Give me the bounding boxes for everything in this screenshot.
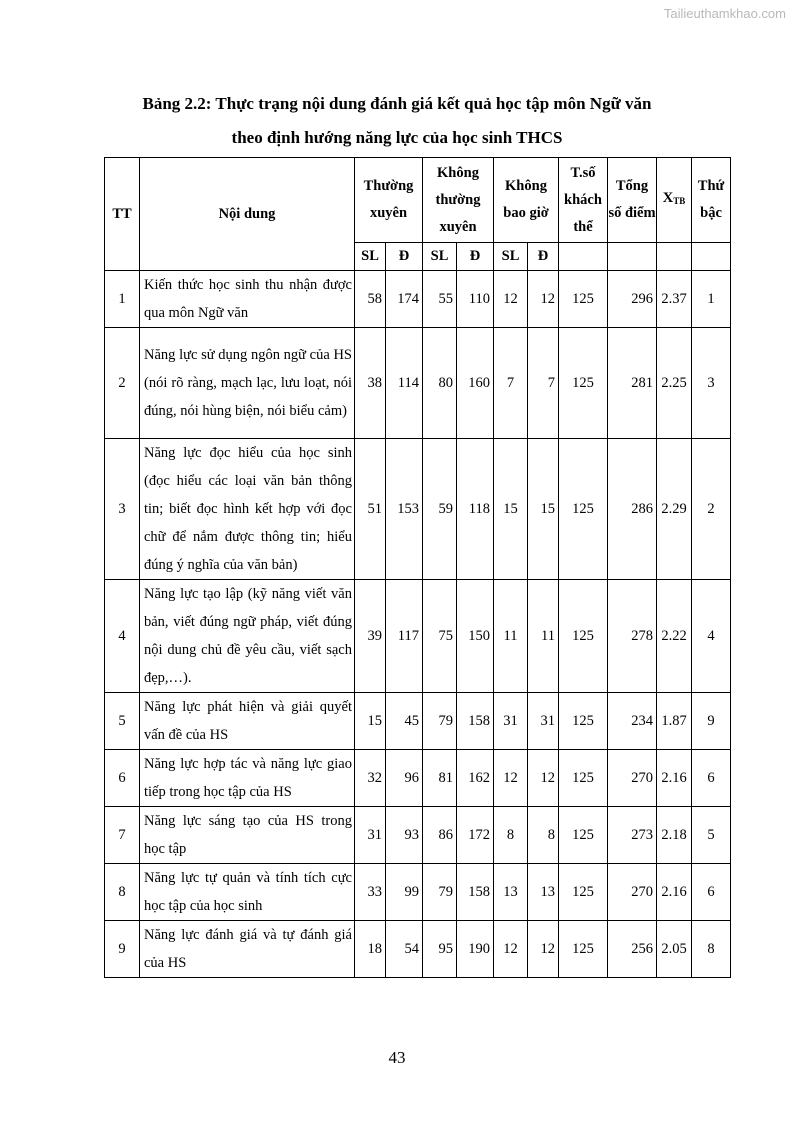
cell-rank: 4: [692, 580, 731, 693]
cell-tx-sl: 18: [355, 921, 386, 978]
subheader-empty: [692, 243, 731, 271]
cell-content: Năng lực đánh giá và tự đánh giá của HS: [140, 921, 355, 978]
header-khong-bao-gio: Không bao giờ: [494, 158, 559, 243]
cell-rank: 6: [692, 864, 731, 921]
cell-tt: 2: [105, 328, 140, 439]
cell-tso: 125: [559, 921, 608, 978]
table-row: [105, 864, 731, 921]
subheader-sl: SL: [494, 243, 528, 271]
cell-tx-sl: 38: [355, 328, 386, 439]
subheader-sl: SL: [355, 243, 386, 271]
cell-tx-d: 153: [386, 439, 423, 580]
cell-tt: 7: [105, 807, 140, 864]
cell-kbg-sl: 8: [494, 807, 528, 864]
cell-ktx-sl: 86: [423, 807, 457, 864]
header-noi-dung: Nội dung: [140, 158, 355, 271]
cell-tong: 281: [608, 328, 657, 439]
table-row: [105, 693, 731, 750]
cell-tong: 278: [608, 580, 657, 693]
cell-tso: 125: [559, 271, 608, 328]
table-title-line-2: theo định hướng năng lực của học sinh THCS: [231, 128, 563, 147]
subheader-d: Đ: [386, 243, 423, 271]
table-title-line-1: Bảng 2.2: Thực trạng nội dung đánh giá kết quả học tập môn Ngữ văn: [142, 94, 652, 113]
cell-tx-d: 174: [386, 271, 423, 328]
cell-tx-sl: 32: [355, 750, 386, 807]
cell-tx-d: 93: [386, 807, 423, 864]
cell-content: Năng lực hợp tác và năng lực giao tiếp trong học tập của HS: [140, 750, 355, 807]
cell-tx-d: 117: [386, 580, 423, 693]
cell-xtb: 1.87: [657, 693, 692, 750]
assessment-table: [104, 157, 731, 978]
cell-tx-d: 114: [386, 328, 423, 439]
cell-rank: 8: [692, 921, 731, 978]
cell-tt: 4: [105, 580, 140, 693]
cell-tx-d: 96: [386, 750, 423, 807]
cell-tso: 125: [559, 439, 608, 580]
cell-ktx-d: 162: [457, 750, 494, 807]
cell-xtb: 2.18: [657, 807, 692, 864]
cell-tx-sl: 31: [355, 807, 386, 864]
cell-tt: 1: [105, 271, 140, 328]
cell-tong: 273: [608, 807, 657, 864]
cell-tt: 8: [105, 864, 140, 921]
cell-tong: 234: [608, 693, 657, 750]
cell-tong: 270: [608, 864, 657, 921]
cell-tt: 3: [105, 439, 140, 580]
cell-tso: 125: [559, 580, 608, 693]
cell-content: Năng lực đọc hiểu của học sinh (đọc hiểu các loại văn bản thông tin; biết đọc hình kết hợp với đọc chữ để nắm được thông tin; hiểu đúng ý nghĩa của văn bản): [140, 439, 355, 580]
subheader-d: Đ: [457, 243, 494, 271]
cell-ktx-sl: 79: [423, 693, 457, 750]
cell-kbg-sl: 12: [494, 750, 528, 807]
cell-ktx-d: 190: [457, 921, 494, 978]
cell-kbg-sl: 12: [494, 921, 528, 978]
cell-tt: 9: [105, 921, 140, 978]
cell-kbg-d: 12: [528, 271, 559, 328]
cell-ktx-d: 158: [457, 864, 494, 921]
cell-rank: 9: [692, 693, 731, 750]
cell-rank: 3: [692, 328, 731, 439]
cell-tso: 125: [559, 693, 608, 750]
cell-ktx-sl: 95: [423, 921, 457, 978]
cell-content: Năng lực phát hiện và giải quyết vấn đề của HS: [140, 693, 355, 750]
header-tong-so-diem: Tổng số điểm: [608, 158, 657, 243]
cell-content: Năng lực tự quản và tính tích cực học tập của học sinh: [140, 864, 355, 921]
cell-rank: 1: [692, 271, 731, 328]
cell-ktx-d: 158: [457, 693, 494, 750]
header-xtb: [657, 158, 692, 243]
cell-xtb: 2.16: [657, 864, 692, 921]
cell-tso: 125: [559, 328, 608, 439]
cell-kbg-d: 12: [528, 921, 559, 978]
cell-xtb: 2.37: [657, 271, 692, 328]
cell-ktx-sl: 59: [423, 439, 457, 580]
cell-tong: 256: [608, 921, 657, 978]
cell-rank: 5: [692, 807, 731, 864]
cell-tso: 125: [559, 864, 608, 921]
header-xtb-sub: TB: [673, 196, 686, 206]
cell-tx-sl: 39: [355, 580, 386, 693]
header-xtb-main: X: [662, 190, 674, 206]
cell-kbg-d: 8: [528, 807, 559, 864]
cell-content: Kiến thức học sinh thu nhận được qua môn Ngữ văn: [140, 271, 355, 328]
cell-tx-sl: 58: [355, 271, 386, 328]
cell-kbg-sl: 13: [494, 864, 528, 921]
table-row: [105, 750, 731, 807]
subheader-empty: [657, 243, 692, 271]
cell-tx-d: 45: [386, 693, 423, 750]
cell-tx-d: 99: [386, 864, 423, 921]
cell-xtb: 2.25: [657, 328, 692, 439]
cell-ktx-d: 110: [457, 271, 494, 328]
cell-ktx-d: 172: [457, 807, 494, 864]
cell-ktx-d: 150: [457, 580, 494, 693]
cell-rank: 2: [692, 439, 731, 580]
header-khong-thuong-xuyen: Không thường xuyên: [423, 158, 494, 243]
cell-content: Năng lực tạo lập (kỹ năng viết văn bản, viết đúng ngữ pháp, viết đúng nội dung chủ đề yêu cầu, viết sạch đẹp,…).: [140, 580, 355, 693]
watermark-text: Tailieuthamkhao.com: [663, 6, 786, 21]
subheader-sl: SL: [423, 243, 457, 271]
header-thuong-xuyen: Thường xuyên: [355, 158, 423, 243]
cell-ktx-d: 118: [457, 439, 494, 580]
cell-xtb: 2.29: [657, 439, 692, 580]
cell-content: Năng lực sáng tạo của HS trong học tập: [140, 807, 355, 864]
cell-kbg-d: 15: [528, 439, 559, 580]
cell-tong: 286: [608, 439, 657, 580]
cell-content: Năng lực sử dụng ngôn ngữ của HS (nói rõ ràng, mạch lạc, lưu loạt, nói đúng, nói hùng biện, nói biểu cảm): [140, 328, 355, 439]
cell-tx-sl: 15: [355, 693, 386, 750]
cell-tx-sl: 33: [355, 864, 386, 921]
table-row: [105, 439, 731, 580]
cell-tt: 5: [105, 693, 140, 750]
cell-tong: 296: [608, 271, 657, 328]
cell-xtb: 2.22: [657, 580, 692, 693]
page-number: 43: [388, 1048, 406, 1067]
header-tt: TT: [105, 158, 140, 271]
cell-ktx-sl: 80: [423, 328, 457, 439]
cell-kbg-d: 12: [528, 750, 559, 807]
cell-tso: 125: [559, 750, 608, 807]
table-row: [105, 271, 731, 328]
cell-kbg-d: 13: [528, 864, 559, 921]
table-row: [105, 921, 731, 978]
cell-ktx-sl: 79: [423, 864, 457, 921]
cell-xtb: 2.05: [657, 921, 692, 978]
cell-tx-sl: 51: [355, 439, 386, 580]
cell-kbg-sl: 15: [494, 439, 528, 580]
table-row: [105, 328, 731, 439]
table-row: [105, 580, 731, 693]
cell-kbg-sl: 7: [494, 328, 528, 439]
cell-kbg-d: 7: [528, 328, 559, 439]
cell-ktx-sl: 55: [423, 271, 457, 328]
cell-tt: 6: [105, 750, 140, 807]
cell-tx-d: 54: [386, 921, 423, 978]
cell-tong: 270: [608, 750, 657, 807]
subheader-empty: [559, 243, 608, 271]
subheader-d: Đ: [528, 243, 559, 271]
cell-ktx-sl: 75: [423, 580, 457, 693]
cell-ktx-d: 160: [457, 328, 494, 439]
cell-kbg-d: 31: [528, 693, 559, 750]
cell-kbg-sl: 12: [494, 271, 528, 328]
cell-kbg-sl: 11: [494, 580, 528, 693]
cell-ktx-sl: 81: [423, 750, 457, 807]
cell-kbg-sl: 31: [494, 693, 528, 750]
cell-rank: 6: [692, 750, 731, 807]
table-row: [105, 807, 731, 864]
subheader-empty: [608, 243, 657, 271]
header-tso-khach-the: T.số khách thể: [559, 158, 608, 243]
cell-kbg-d: 11: [528, 580, 559, 693]
cell-xtb: 2.16: [657, 750, 692, 807]
header-thu-bac: Thứ bậc: [692, 158, 731, 243]
cell-tso: 125: [559, 807, 608, 864]
